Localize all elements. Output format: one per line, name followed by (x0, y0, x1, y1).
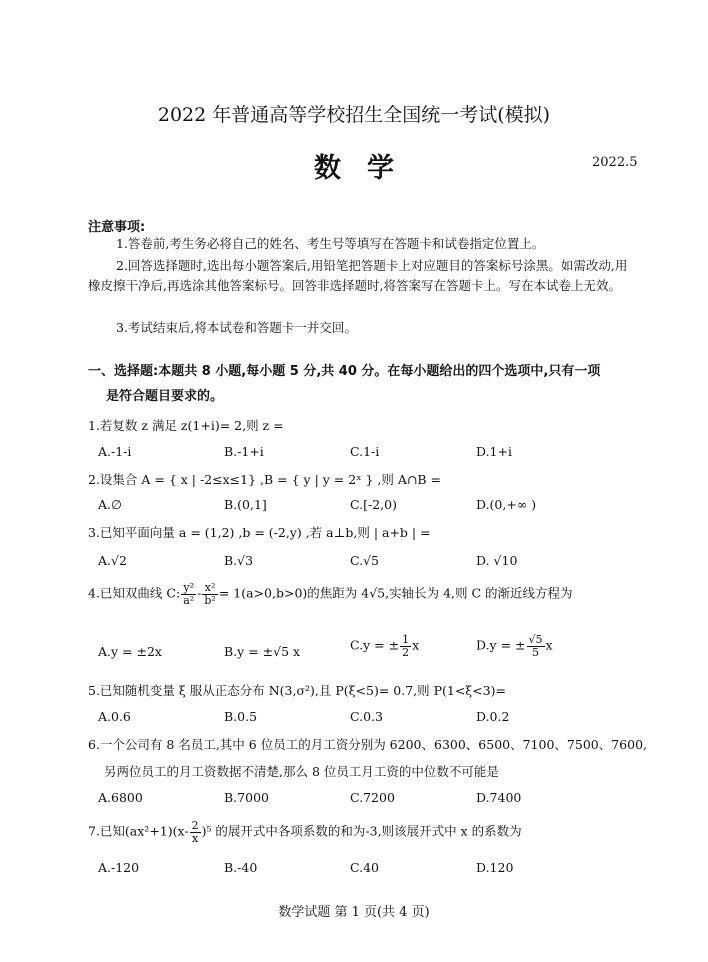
question-5-option-c: C.0.3 (350, 709, 383, 724)
question-1-option-d: D.1+i (476, 444, 512, 459)
fraction-2-x (190, 820, 201, 844)
question-4-stem-suffix: = 1(a>0,b>0)的焦距为 4√5,实轴长为 4,则 C 的渐近线方程为 (218, 585, 573, 601)
question-5-option-b: B.0.5 (224, 709, 258, 724)
fraction-sqrt5-5 (527, 634, 545, 658)
fraction-numerator: x² (202, 582, 217, 595)
notice-item-3: 3.考试结束后,将本试卷和答题卡一并交回。 (116, 320, 357, 335)
question-2-option-b: B.(0,1] (224, 497, 267, 512)
question-4-stem-prefix: 4.已知双曲线 C: (88, 585, 181, 601)
fraction-x2-b2 (202, 582, 217, 606)
question-6-option-a: A.6800 (98, 790, 143, 805)
question-7-option-d: D.120 (476, 860, 514, 875)
question-2-option-d: D.(0,+∞ ) (476, 497, 537, 512)
question-7-option-a: A.-120 (98, 860, 140, 875)
notice-item-2: 2.回答选择题时,选出每小题答案后,用铅笔把答题卡上对应题目的答案标号涂黑。如需改动,用橡皮擦干净后,再选涂其他答案标号。回答非选择题时,将答案写在答题卡上。写在本试卷上无效。 (88, 258, 628, 293)
question-6-stem: 6.一个公司有 8 名员工,其中 6 位员工的月工资分别为 6200、6300、6500、7100、7500、7600, (88, 737, 648, 752)
minus-sign: - (197, 585, 202, 601)
question-4-stem (88, 582, 573, 606)
question-3-option-b: B.√3 (224, 553, 254, 568)
question-6-stem-line2: 另两位员工的月工资数据不清楚,那么 8 位员工月工资的中位数不可能是 (104, 764, 499, 779)
subject-title: 数学 (314, 153, 420, 184)
fraction-y2-a2 (181, 582, 196, 606)
question-3-option-a: A.√2 (98, 553, 127, 568)
fraction-numerator: √5 (528, 633, 543, 646)
fraction-denominator: a² (183, 593, 195, 607)
section-heading-line1: 一、选择题:本题共 8 小题,每小题 5 分,共 40 分。在每小题给出的四个选项中,只有一项 (88, 364, 601, 379)
question-3-stem: 3.已知平面向量 a = (1,2) ,b = (-2,y) ,若 a⊥b,则 | a+b | = (88, 525, 431, 540)
question-1-option-a: A.-1-i (98, 444, 132, 459)
notice-heading: 注意事项: (88, 220, 146, 235)
question-1-stem: 1.若复数 z 满足 z(1+i)= 2,则 z = (88, 418, 284, 433)
option-d-suffix: x (545, 637, 553, 653)
fraction-denominator: b² (204, 593, 216, 607)
question-6-option-c: C.7200 (350, 790, 395, 805)
page-footer: 数学试题 第 1 页(共 4 页) (278, 905, 430, 920)
exam-title: 2022 年普通高等学校招生全国统一考试(模拟) (157, 104, 551, 126)
notice-item-1: 1.答卷前,考生务必将自己的姓名、考生号等填写在答题卡和试卷指定位置上。 (116, 236, 545, 251)
option-c-prefix: C.y = ± (350, 637, 400, 653)
question-1-option-c: C.1-i (350, 444, 380, 459)
fraction-1-2 (400, 634, 411, 658)
fraction-numerator: y² (181, 582, 196, 595)
option-c-suffix: x (412, 637, 420, 653)
question-3-option-d: D. √10 (476, 553, 518, 568)
fraction-denominator: 5 (532, 645, 540, 659)
question-7-stem-prefix: 7.已知(ax²+1)(x- (88, 823, 189, 839)
question-7-option-b: B.-40 (224, 860, 258, 875)
question-6-option-b: B.7000 (224, 790, 269, 805)
fraction-denominator: 2 (402, 645, 410, 659)
question-3-option-c: C.√5 (350, 553, 380, 568)
question-4-option-b: B.y = ±√5 x (224, 644, 301, 659)
fraction-denominator: x (191, 831, 199, 845)
question-7-option-c: C.40 (350, 860, 379, 875)
question-1-option-b: B.-1+i (224, 444, 264, 459)
question-4-option-c (350, 634, 419, 658)
question-4-option-a: A.y = ±2x (98, 644, 162, 659)
question-5-option-d: D.0.2 (476, 709, 510, 724)
question-4-option-d (476, 634, 553, 658)
question-5-option-a: A.0.6 (98, 709, 131, 724)
question-2-option-c: C.[-2,0) (350, 497, 397, 512)
question-2-option-a: A.∅ (98, 497, 122, 512)
fraction-numerator: 2 (191, 819, 199, 832)
question-7-stem-suffix: )⁵ 的展开式中各项系数的和为-3,则该展开式中 x 的系数为 (201, 823, 522, 839)
exam-date: 2022.5 (592, 155, 638, 170)
option-d-prefix: D.y = ± (476, 637, 526, 653)
question-5-stem: 5.已知随机变量 ξ 服从正态分布 N(3,σ²),且 P(ξ<5)= 0.7,则 P(1<ξ<3)= (88, 683, 506, 698)
section-heading-line2: 是符合题目要求的。 (106, 389, 224, 404)
question-2-stem: 2.设集合 A = { x | -2≤x≤1} ,B = { y | y = 2ˣ } ,则 A∩B = (88, 472, 441, 487)
question-7-stem (88, 820, 522, 844)
fraction-numerator: 1 (402, 633, 410, 646)
question-6-option-d: D.7400 (476, 790, 522, 805)
